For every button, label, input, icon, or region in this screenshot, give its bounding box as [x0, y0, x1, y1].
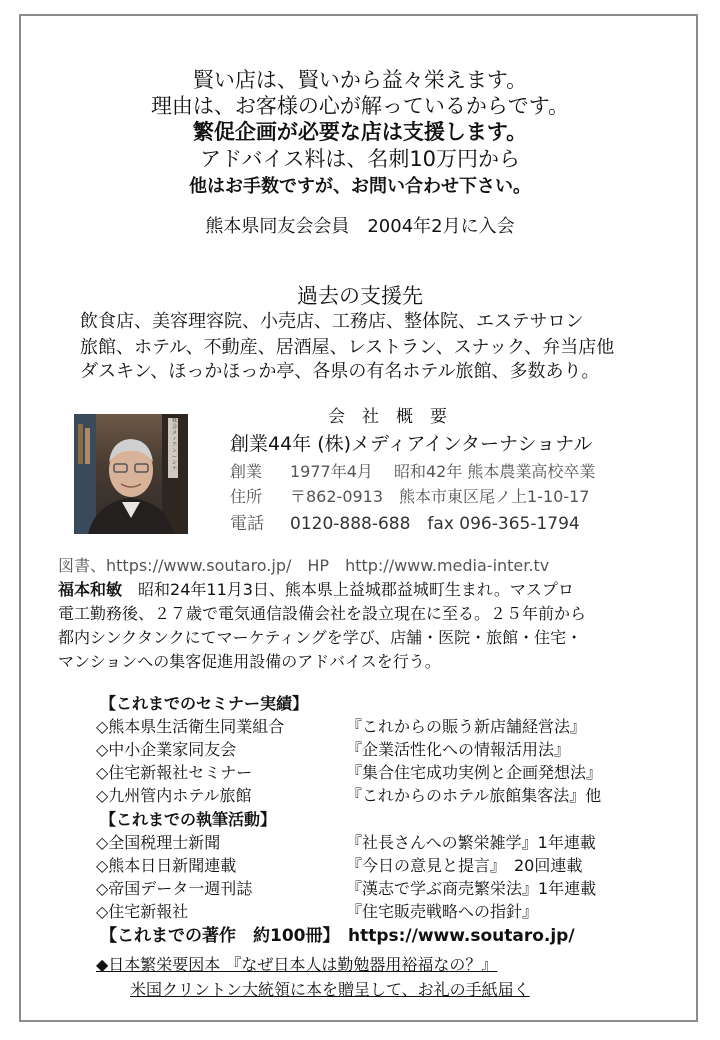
intro-line-2: 理由は、お客様の心が解っているからです。: [150, 94, 570, 118]
books-heading[interactable]: 【これまでの著作 約100冊】 https://www.soutaro.jp/: [100, 926, 575, 946]
writing-org: ◇全国税理士新聞: [96, 833, 221, 852]
books-line-1[interactable]: ◆日本繁栄要因本 『なぜ日本人は勤勉器用裕福なの？』: [96, 955, 498, 974]
photo-badge: 株式会社 メディアインターナショナル: [172, 418, 183, 472]
clients-heading: 過去の支援先: [297, 284, 423, 308]
seminar-title: 『これからの賑う新店舗経営法』: [346, 717, 587, 736]
seminar-title: 『これからのホテル旅館集客法』他: [346, 786, 602, 805]
bio-line-1-text: 昭和24年11月3日、熊本県上益城郡益城町生まれ。マスプロ: [138, 580, 574, 599]
company-heading: 会 社 概 要: [328, 407, 447, 427]
company-founded-label: 創業: [230, 462, 263, 481]
seminars-heading: 【これまでのセミナー実績】: [100, 694, 309, 713]
portrait-figure: [74, 414, 188, 534]
bio-line-2: 電工勤務後、２７歳で電気通信設備会社を設立現在に至る。２５年前から: [58, 604, 587, 623]
company-name: 創業44年 (株)メディアインターナショナル: [230, 433, 593, 455]
clients-line-2: 旅館、ホテル、不動産、居酒屋、レストラン、スナック、弁当店他: [80, 337, 615, 358]
intro-line-5: 他はお手数ですが、お問い合わせ下さい。: [189, 176, 531, 197]
seminar-org: ◇住宅新報社セミナー: [96, 763, 253, 782]
intro-line-4: アドバイス料は、名刺10万円から: [199, 147, 521, 171]
bio-line-1: [58, 578, 574, 602]
intro-line-6: 熊本県同友会会員 2004年2月に入会: [205, 216, 515, 237]
bio-line-3: 都内シンクタンクにてマーケティングを学び、店舗・医院・旅館・住宅・: [58, 628, 583, 647]
books-line-2[interactable]: 米国クリントン大統領に本を贈呈して、お礼の手紙届く: [130, 980, 530, 999]
company-address-label: 住所: [230, 487, 263, 506]
writing-title: 『今日の意見と提言』 20回連載: [346, 856, 583, 875]
seminar-org: ◇中小企業家同友会: [96, 740, 237, 759]
portrait-photo: [74, 414, 188, 534]
company-phone-label: 電話: [230, 514, 264, 534]
clients-line-1: 飲食店、美容理容院、小売店、工務店、整体院、エステサロン: [80, 311, 584, 332]
writing-title: 『社長さんへの繁栄雑学』1年連載: [346, 833, 596, 852]
bio-links[interactable]: 図書、https://www.soutaro.jp/ HP http://www.media-inter.tv: [58, 556, 550, 575]
company-founded-value: 1977年4月 昭和42年 熊本農業高校卒業: [290, 462, 596, 481]
company-phone-value: 0120-888-688 fax 096-365-1794: [290, 514, 580, 534]
writing-org: ◇熊本日日新聞連載: [96, 856, 237, 875]
bio-line-4: マンションへの集客促進用設備のアドバイスを行う。: [58, 652, 441, 671]
clients-line-3: ダスキン、ほっかほっか亭、各県の有名ホテル旅館、多数あり。: [80, 361, 600, 382]
bio-person-name: 福本和敏: [58, 580, 123, 599]
writing-title: 『住宅販売戦略への指針』: [346, 902, 539, 921]
company-address-value: 〒862-0913 熊本市東区尾ノ上1-10-17: [290, 487, 590, 506]
writing-org: ◇帝国データ一週刊誌: [96, 879, 253, 898]
intro-line-1: 賢い店は、賢いから益々栄えます。: [192, 68, 528, 92]
writing-org: ◇住宅新報社: [96, 902, 189, 921]
writing-heading: 【これまでの執筆活動】: [100, 810, 277, 829]
seminar-org: ◇熊本県生活衛生同業組合: [96, 717, 285, 736]
seminar-title: 『集合住宅成功実例と企画発想法』: [346, 763, 603, 782]
writing-title: 『漢志で学ぶ商売繁栄法』1年連載: [346, 879, 597, 898]
seminar-title: 『企業活性化への情報活用法』: [346, 740, 571, 759]
seminar-org: ◇九州管内ホテル旅館: [96, 786, 252, 805]
intro-line-3: 繁促企画が必要な店は支援します。: [192, 120, 528, 144]
